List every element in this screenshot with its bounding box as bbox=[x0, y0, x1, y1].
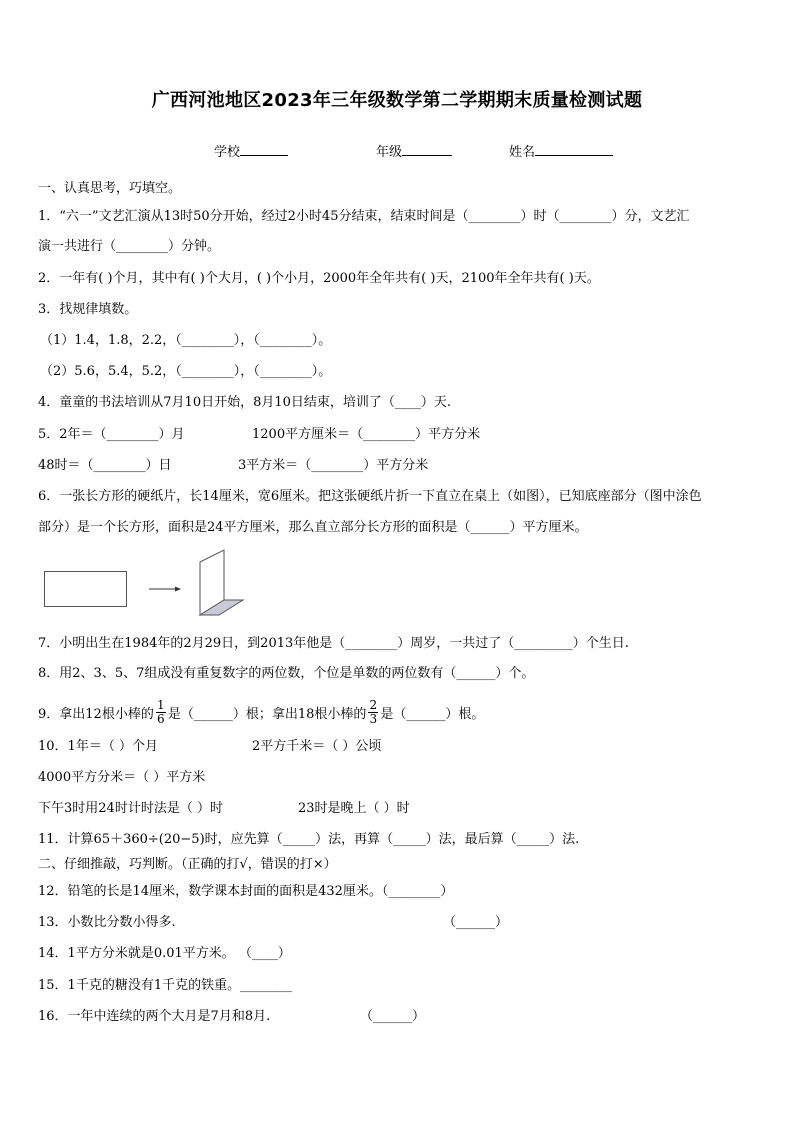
name-blank[interactable] bbox=[535, 143, 613, 156]
question-10-part-3: 4000平方分米＝（ ）平方米 bbox=[38, 770, 206, 785]
question-12: 12．铅笔的长是14厘米，数学课本封面的面积是432厘米。（________） bbox=[38, 884, 454, 899]
question-5-part-3: 48时＝（________）日 bbox=[38, 458, 172, 473]
question-2: 2．一年有( )个月，其中有( )个大月，( )个小月，2000年全年共有( )天，2100年全年共有( )天。 bbox=[38, 271, 600, 286]
flat-cardboard-figure bbox=[44, 571, 127, 607]
question-10-part-4: 下午3时用24时计时法是（ ）时 bbox=[38, 801, 223, 816]
school-blank[interactable] bbox=[240, 143, 288, 156]
fraction-2-numerator: 2 bbox=[369, 698, 378, 712]
question-14: 14．1平方分米就是0.01平方米。 （____） bbox=[38, 946, 291, 961]
question-1-line-1: 1．“六一”文艺汇演从13时50分开始，经过2小时45分结束，结束时间是（________）时（________）分，文艺汇 bbox=[38, 209, 690, 224]
question-3-part-2: （2）5.6，5.4，5.2，（________），（________）。 bbox=[40, 364, 332, 379]
page-title: 广西河池地区2023年三年级数学第二学期期末质量检测试题 bbox=[151, 90, 643, 111]
grade-blank[interactable] bbox=[402, 143, 452, 156]
question-6-line-2: 部分）是一个长方形，面积是24平方厘米，那么直立部分长方形的面积是（______）平方厘米。 bbox=[38, 520, 588, 535]
grade-label: 年级 bbox=[376, 145, 403, 160]
question-3: 3．找规律填数。 bbox=[38, 302, 138, 317]
question-9-text-b: 是（______）根；拿出18根小棒的 bbox=[167, 707, 367, 722]
question-10-part-5: 23时是晚上（ ）时 bbox=[298, 801, 410, 816]
arrow-icon bbox=[148, 582, 182, 596]
name-label: 姓名 bbox=[509, 145, 536, 160]
question-9-text-c: 是（______）根。 bbox=[380, 707, 485, 722]
question-3-part-1: （1）1.4，1.8，2.2，（________），（________）。 bbox=[40, 333, 332, 348]
question-16: 16．一年中连续的两个大月是7月和8月. bbox=[38, 1009, 271, 1024]
fraction-one-sixth bbox=[156, 699, 166, 726]
fraction-2-denominator: 3 bbox=[369, 712, 378, 726]
question-10-part-1: 10．1年＝（ ）个月 bbox=[38, 739, 158, 754]
school-label: 学校 bbox=[214, 145, 241, 160]
grade-field bbox=[376, 141, 452, 160]
school-field bbox=[214, 141, 288, 160]
question-5-part-1: 5．2年＝（________）月 bbox=[38, 427, 185, 442]
question-5-part-4: 3平方米＝（________）平方分米 bbox=[238, 458, 429, 473]
question-9 bbox=[38, 698, 485, 728]
question-13-answer-blank[interactable]: （______） bbox=[443, 915, 509, 930]
question-8: 8．用2、3、5、7组成没有重复数字的两位数，个位是单数的两位数有（______）个。 bbox=[38, 666, 535, 681]
question-1-line-2: 演一共进行（________）分钟。 bbox=[38, 239, 221, 254]
question-16-answer-blank[interactable]: （______） bbox=[360, 1009, 426, 1024]
name-field bbox=[509, 141, 613, 160]
question-15: 15．1千克的糖没有1千克的铁重。________ bbox=[38, 978, 293, 993]
question-10-part-2: 2平方千米＝（ ）公顷 bbox=[252, 739, 382, 754]
folded-cardboard-figure bbox=[190, 548, 250, 618]
question-6-line-1: 6．一张长方形的硬纸片，长14厘米，宽6厘米。把这张硬纸片折一下直立在桌上（如图），已知底座部分（图中涂色 bbox=[38, 489, 702, 504]
question-5-part-2: 1200平方厘米＝（________）平方分米 bbox=[252, 427, 481, 442]
question-4: 4．童童的书法培训从7月10日开始，8月10日结束，培训了（____）天. bbox=[38, 395, 452, 410]
question-7: 7．小明出生在1984年的2月29日，到2013年他是（________）周岁，一共过了（_________）个生日. bbox=[38, 636, 629, 651]
question-13: 13．小数比分数小得多. bbox=[38, 915, 176, 930]
fraction-1-denominator: 6 bbox=[157, 712, 165, 726]
fraction-1-numerator: 1 bbox=[157, 698, 165, 712]
question-9-text-a: 9．拿出12根小棒的 bbox=[38, 707, 154, 722]
fraction-two-thirds bbox=[368, 699, 378, 726]
section-2-heading: 二、仔细推敲，巧判断。（正确的打√，错误的打×） bbox=[38, 857, 337, 872]
section-1-heading: 一、认真思考，巧填空。 bbox=[38, 181, 182, 196]
question-11: 11．计算65＋360÷(20−5)时，应先算（_____）法，再算（_____）法，最后算（_____）法. bbox=[38, 832, 580, 847]
